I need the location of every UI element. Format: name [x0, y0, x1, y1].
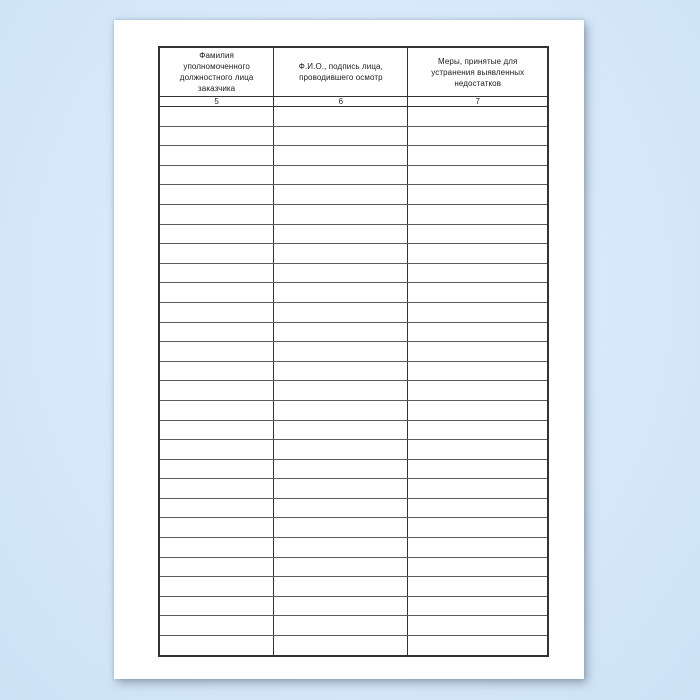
table-cell: [274, 107, 408, 127]
table-cell: [274, 185, 408, 205]
column-header-official-surname: Фамилия уполномоченного должностного лица заказчика: [159, 47, 274, 97]
table-cell: [159, 342, 274, 362]
header-row: [159, 47, 548, 97]
table-cell: [159, 616, 274, 636]
table-cell: [274, 518, 408, 538]
table-row: [159, 596, 548, 616]
table-row: [159, 577, 548, 597]
table-row: [159, 126, 548, 146]
table-cell: [408, 263, 548, 283]
table-cell: [274, 126, 408, 146]
table-cell: [408, 577, 548, 597]
table-cell: [274, 322, 408, 342]
table-header: [159, 47, 548, 107]
table-cell: [159, 479, 274, 499]
table-cell: [408, 498, 548, 518]
table-cell: [159, 263, 274, 283]
table-cell: [274, 224, 408, 244]
table-row: [159, 224, 548, 244]
table-cell: [159, 322, 274, 342]
table-row: [159, 107, 548, 127]
table-cell: [159, 459, 274, 479]
table-cell: [274, 616, 408, 636]
table-row: [159, 244, 548, 264]
table-row: [159, 342, 548, 362]
table-cell: [159, 400, 274, 420]
table-cell: [159, 126, 274, 146]
table-cell: [159, 185, 274, 205]
table-cell: [274, 165, 408, 185]
table-cell: [159, 361, 274, 381]
table-cell: [274, 283, 408, 303]
table-cell: [159, 381, 274, 401]
table-cell: [159, 440, 274, 460]
table-cell: [159, 577, 274, 597]
table-row: [159, 204, 548, 224]
table-cell: [274, 146, 408, 166]
table-cell: [274, 440, 408, 460]
table-row: [159, 400, 548, 420]
document-page: [114, 20, 584, 679]
table-row: [159, 616, 548, 636]
column-header-corrective-measures: Меры, принятые для устранения выявленных недостатков: [408, 47, 548, 97]
table-row: [159, 146, 548, 166]
table-cell: [408, 596, 548, 616]
table-cell: [274, 479, 408, 499]
table-cell: [274, 400, 408, 420]
table-cell: [408, 538, 548, 558]
table-cell: [159, 146, 274, 166]
table-cell: [408, 479, 548, 499]
table-cell: [408, 146, 548, 166]
table-cell: [274, 577, 408, 597]
table-cell: [408, 185, 548, 205]
table-cell: [274, 538, 408, 558]
table-cell: [408, 518, 548, 538]
table-cell: [159, 107, 274, 127]
table-cell: [274, 459, 408, 479]
table-cell: [274, 596, 408, 616]
table-cell: [274, 636, 408, 656]
table-cell: [408, 400, 548, 420]
inspection-form-table: [158, 46, 549, 657]
table-cell: [408, 204, 548, 224]
table-cell: [159, 302, 274, 322]
table-row: [159, 381, 548, 401]
column-number-6: 6: [274, 97, 408, 107]
column-number-5: 5: [159, 97, 274, 107]
table-row: [159, 165, 548, 185]
column-number-row: [159, 97, 548, 107]
table-cell: [408, 283, 548, 303]
table-cell: [408, 342, 548, 362]
table-cell: [408, 557, 548, 577]
table-cell: [274, 342, 408, 362]
table-cell: [159, 224, 274, 244]
table-cell: [159, 498, 274, 518]
table-cell: [159, 283, 274, 303]
table-cell: [274, 244, 408, 264]
table-cell: [159, 204, 274, 224]
table-cell: [408, 361, 548, 381]
table-body: [159, 107, 548, 656]
table-cell: [274, 263, 408, 283]
table-cell: [408, 440, 548, 460]
column-number-7: 7: [408, 97, 548, 107]
table-row: [159, 479, 548, 499]
table-cell: [408, 165, 548, 185]
table-cell: [274, 420, 408, 440]
table-cell: [274, 498, 408, 518]
table-cell: [159, 538, 274, 558]
table-row: [159, 538, 548, 558]
table-cell: [274, 204, 408, 224]
table-row: [159, 322, 548, 342]
column-header-inspector-name-signature: Ф.И.О., подпись лица, проводившего осмотр: [274, 47, 408, 97]
table-row: [159, 283, 548, 303]
table-row: [159, 557, 548, 577]
table-cell: [408, 107, 548, 127]
table-cell: [274, 302, 408, 322]
table-cell: [159, 636, 274, 656]
table-row: [159, 420, 548, 440]
table-cell: [274, 361, 408, 381]
table-row: [159, 185, 548, 205]
table-row: [159, 302, 548, 322]
table-cell: [408, 126, 548, 146]
table-row: [159, 361, 548, 381]
table-cell: [159, 596, 274, 616]
table-cell: [408, 381, 548, 401]
table-cell: [159, 244, 274, 264]
table-cell: [159, 518, 274, 538]
table-cell: [408, 616, 548, 636]
table-cell: [408, 244, 548, 264]
table-cell: [274, 381, 408, 401]
table-row: [159, 636, 548, 656]
table-cell: [159, 557, 274, 577]
table-cell: [159, 165, 274, 185]
table-row: [159, 498, 548, 518]
table-cell: [274, 557, 408, 577]
table-row: [159, 440, 548, 460]
table-cell: [408, 302, 548, 322]
table-cell: [408, 322, 548, 342]
table-cell: [408, 636, 548, 656]
table-row: [159, 518, 548, 538]
table-cell: [408, 420, 548, 440]
table-cell: [408, 459, 548, 479]
table-row: [159, 459, 548, 479]
table-cell: [408, 224, 548, 244]
table-row: [159, 263, 548, 283]
table-cell: [159, 420, 274, 440]
